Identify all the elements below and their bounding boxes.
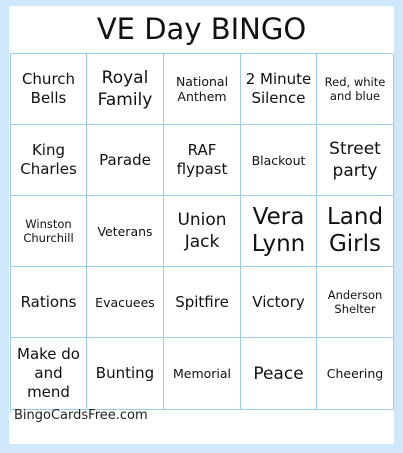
bingo-cell[interactable]: Peace (241, 338, 317, 410)
site-credit: BingoCardsFree.com (14, 408, 148, 423)
bingo-cell[interactable]: Street party (317, 125, 394, 196)
bingo-cell[interactable]: Church Bells (11, 54, 87, 125)
bingo-cell[interactable]: Evacuees (87, 267, 164, 338)
bingo-cell[interactable]: Spitfire (164, 267, 241, 338)
bingo-cell[interactable]: Blackout (241, 125, 317, 196)
bingo-cell[interactable]: 2 Minute Silence (241, 54, 317, 125)
bingo-cell[interactable]: Anderson Shelter (317, 267, 394, 338)
bingo-cell[interactable]: Rations (11, 267, 87, 338)
bingo-cell[interactable]: Parade (87, 125, 164, 196)
bingo-cell[interactable]: Victory (241, 267, 317, 338)
bingo-cell[interactable]: Red, white and blue (317, 54, 394, 125)
bingo-grid (10, 53, 393, 413)
bingo-cell[interactable]: Memorial (164, 338, 241, 410)
bingo-cell[interactable]: Veterans (87, 196, 164, 267)
bingo-cell[interactable]: Vera Lynn (241, 196, 317, 267)
bingo-card (9, 6, 394, 444)
bingo-cell[interactable]: Bunting (87, 338, 164, 410)
bingo-cell[interactable]: National Anthem (164, 54, 241, 125)
card-title: VE Day BINGO (96, 12, 307, 46)
bingo-cell[interactable]: Union Jack (164, 196, 241, 267)
bingo-cell[interactable]: Make do and mend (11, 338, 87, 410)
bingo-cell[interactable]: King Charles (11, 125, 87, 196)
bingo-cell[interactable]: Royal Family (87, 54, 164, 125)
bingo-cell[interactable]: Cheering (317, 338, 394, 410)
bingo-cell[interactable]: Winston Churchill (11, 196, 87, 267)
bingo-cell[interactable]: Land Girls (317, 196, 394, 267)
bingo-cell[interactable]: RAF flypast (164, 125, 241, 196)
